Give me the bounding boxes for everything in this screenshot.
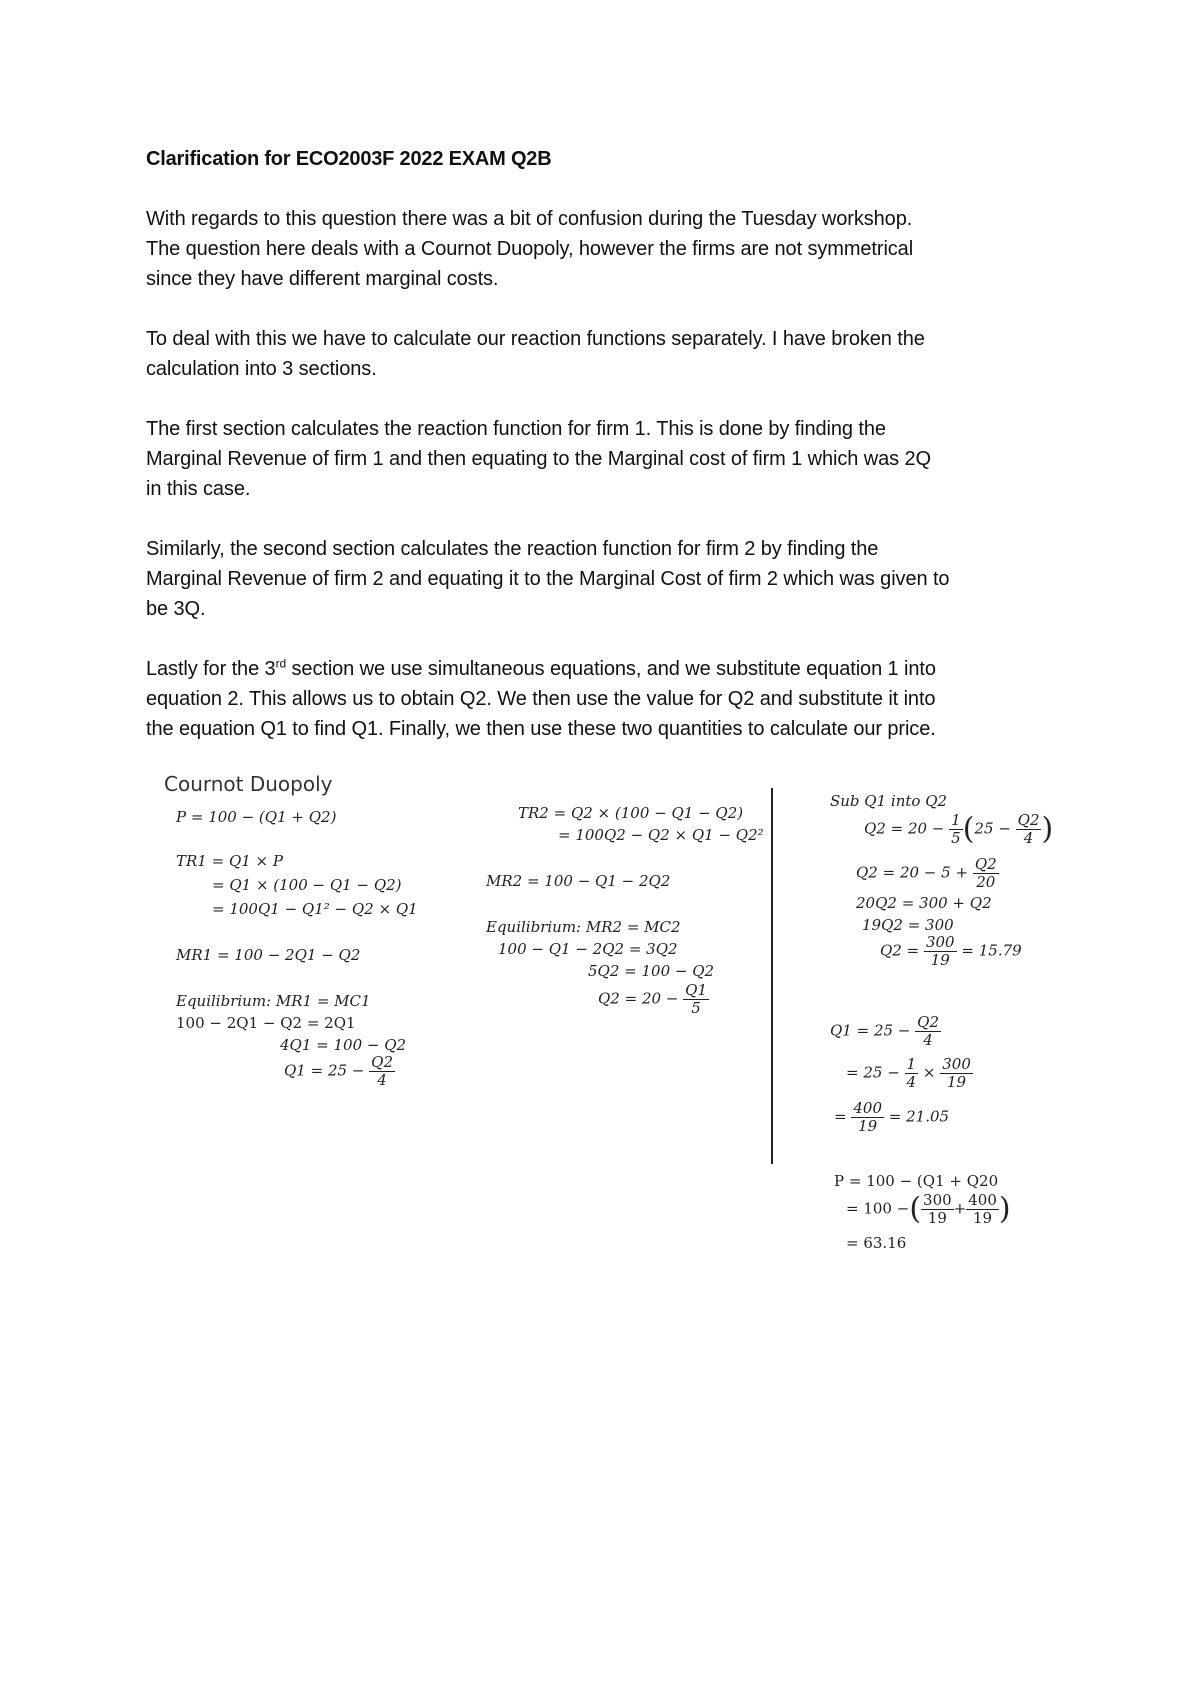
equation-rhs: = 21.05: [888, 1107, 950, 1126]
equilibrium-firm2: Equilibrium: MR2 = MC2: [486, 918, 681, 936]
column-divider: [771, 788, 773, 1164]
equation-lhs: Q2 = 20 −: [864, 819, 945, 838]
denominator: 4: [377, 1071, 387, 1089]
fraction: [940, 1056, 973, 1091]
text-line: Marginal Revenue of firm 2 and equating it to the Marginal Cost of firm 2 which was given to: [146, 568, 950, 590]
equation-lhs: =: [834, 1107, 847, 1126]
q1-solution: [834, 1100, 949, 1135]
substitution-step: 20Q2 = 300 + Q2: [856, 894, 992, 912]
numerator: 1: [906, 1055, 917, 1073]
mr1-equation: MR1 = 100 − 2Q1 − Q2: [176, 946, 361, 964]
text-line: Similarly, the second section calculates the reaction function for firm 2 by finding the: [146, 538, 879, 560]
equilibrium-step: 100 − 2Q1 − Q2 = 2Q1: [176, 1014, 356, 1032]
q1-step: [846, 1056, 973, 1091]
fraction: [973, 856, 999, 891]
tr2-equation: TR2 = Q2 × (100 − Q1 − Q2): [518, 804, 744, 822]
q2-solution: [880, 934, 1022, 969]
text-fragment: section we use simultaneous equations, and we substitute equation 1 into: [286, 658, 936, 680]
equation-lhs: Q2 = 20 − 5 +: [856, 863, 969, 882]
price-step: [846, 1192, 1011, 1227]
text-line: calculation into 3 sections.: [146, 358, 377, 380]
text-line: equation 2. This allows us to obtain Q2. We then use the value for Q2 and substitute it into: [146, 688, 936, 710]
equilibrium-step: 4Q1 = 100 − Q2: [280, 1036, 407, 1054]
denominator: 5: [691, 999, 701, 1017]
reaction-function-firm1: [284, 1054, 395, 1089]
price-substitution: P = 100 − (Q1 + Q20: [834, 1172, 999, 1190]
numerator: 400: [968, 1191, 997, 1209]
text-line: the equation Q1 to find Q1. Finally, we then use these two quantities to calculate our price.: [146, 718, 936, 740]
open-paren: (: [909, 1191, 922, 1227]
price-equation: P = 100 − (Q1 + Q2): [176, 808, 337, 826]
paragraph-section-three: [146, 654, 1076, 744]
numerator: 400: [853, 1099, 882, 1117]
numerator: Q2: [371, 1053, 393, 1071]
equation-lhs: Q1 = 25 −: [284, 1061, 365, 1080]
fraction: [683, 982, 709, 1017]
equation-lhs: = 25 −: [846, 1063, 900, 1082]
equilibrium-step: 5Q2 = 100 − Q2: [588, 962, 715, 980]
reaction-function-firm2: [598, 982, 709, 1017]
numerator: 1: [951, 811, 961, 829]
denominator: 5: [951, 829, 961, 847]
price-solution: = 63.16: [846, 1234, 907, 1252]
denominator: 19: [947, 1073, 967, 1091]
text-line: Marginal Revenue of firm 1 and then equating to the Marginal cost of firm 1 which was 2Q: [146, 448, 931, 470]
fraction: [949, 812, 963, 847]
tr1-equation: TR1 = Q1 × P: [176, 852, 283, 870]
text-line: The first section calculates the reaction function for firm 1. This is done by finding the: [146, 418, 886, 440]
text-line: since they have different marginal costs.: [146, 268, 499, 290]
numerator: 300: [923, 1191, 952, 1209]
equation-rhs: = 15.79: [961, 941, 1022, 960]
plus-sign: +: [953, 1199, 967, 1218]
denominator: 4: [906, 1073, 917, 1091]
fraction: [966, 1192, 999, 1227]
text-line: [146, 654, 1076, 684]
denominator: 4: [923, 1031, 933, 1049]
denominator: 4: [1023, 829, 1034, 847]
open-paren: (: [962, 811, 975, 847]
paragraph-intro: [146, 204, 1076, 294]
equation-middle: 25 −: [974, 819, 1011, 838]
mr2-equation: MR2 = 100 − Q1 − 2Q2: [486, 872, 671, 890]
fraction: [369, 1054, 395, 1089]
fraction: [1016, 812, 1042, 847]
denominator: 19: [927, 1209, 947, 1227]
substitution-step: [856, 856, 999, 891]
tr1-step: = Q1 × (100 − Q1 − Q2): [212, 876, 402, 894]
numerator: Q1: [685, 981, 707, 999]
equilibrium-firm1: Equilibrium: MR1 = MC1: [176, 992, 371, 1010]
numerator: Q2: [917, 1013, 939, 1031]
working-heading: Cournot Duopoly: [164, 772, 333, 796]
tr1-step: = 100Q1 − Q1² − Q2 × Q1: [212, 900, 418, 918]
tr2-step: = 100Q2 − Q2 × Q1 − Q2²: [558, 826, 764, 844]
numerator: Q2: [974, 855, 997, 873]
denominator: 19: [858, 1117, 878, 1135]
paragraph-approach: [146, 324, 1076, 384]
text-line: With regards to this question there was a bit of confusion during the Tuesday workshop.: [146, 208, 913, 230]
equation-lhs: Q2 =: [880, 941, 920, 960]
fraction: [851, 1100, 884, 1135]
fraction: [921, 1192, 954, 1227]
denominator: 20: [976, 873, 996, 891]
close-paren: ): [998, 1191, 1011, 1227]
substitution-step: [864, 812, 1053, 847]
text-line: To deal with this we have to calculate our reaction functions separately. I have broken the: [146, 328, 925, 350]
equilibrium-step: 100 − Q1 − 2Q2 = 3Q2: [498, 940, 678, 958]
text-fragment: Lastly for the 3: [146, 658, 276, 680]
numerator: 300: [942, 1055, 971, 1073]
denominator: 19: [973, 1209, 993, 1227]
equation-lhs: = 100 −: [846, 1199, 910, 1218]
substitution-heading: Sub Q1 into Q2: [830, 792, 948, 810]
fraction: [905, 1056, 919, 1091]
equation-lhs: Q1 = 25 −: [830, 1021, 911, 1040]
paragraph-section-two: [146, 534, 1076, 624]
substitution-step: 19Q2 = 300: [862, 916, 954, 934]
equation-lhs: Q2 = 20 −: [598, 989, 679, 1008]
numerator: Q2: [1017, 811, 1040, 829]
paragraph-section-one: [146, 414, 1076, 504]
ordinal-superscript: rd: [275, 656, 287, 671]
fraction: [924, 934, 957, 969]
text-line: be 3Q.: [146, 598, 206, 620]
text-line: The question here deals with a Cournot Duopoly, however the firms are not symmetrical: [146, 238, 914, 260]
numerator: 300: [925, 933, 955, 951]
text-line: in this case.: [146, 478, 251, 500]
q1-equation: [830, 1014, 941, 1049]
document-title: Clarification for ECO2003F 2022 EXAM Q2B: [146, 148, 552, 170]
denominator: 19: [930, 951, 950, 969]
times-sign: ×: [922, 1063, 936, 1082]
fraction: [915, 1014, 941, 1049]
close-paren: ): [1041, 811, 1054, 847]
